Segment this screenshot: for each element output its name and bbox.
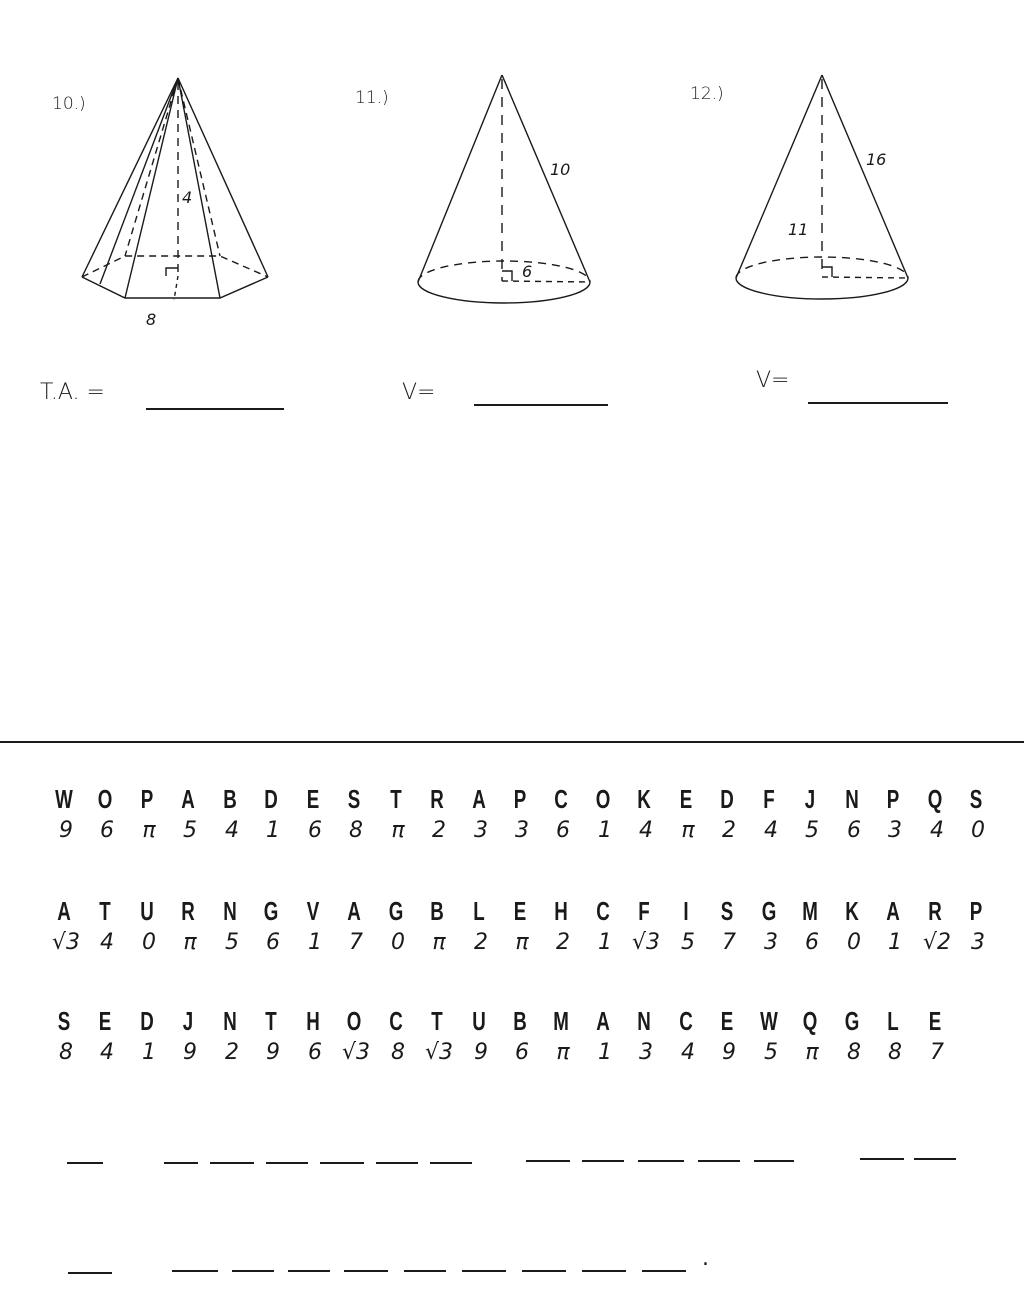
code-letter: P: [886, 784, 900, 814]
code-value: 3: [474, 818, 488, 843]
message-blank[interactable]: [462, 1270, 506, 1272]
code-letter: E: [679, 784, 693, 814]
code-letter: R: [181, 896, 195, 926]
code-value: 2: [474, 930, 488, 955]
code-letter: P: [969, 896, 983, 926]
code-value: 9: [266, 1040, 280, 1065]
code-letter: M: [802, 896, 818, 926]
answer-line-11[interactable]: [474, 404, 608, 406]
problem-12-number: 12.): [690, 84, 724, 104]
message-blank[interactable]: [67, 1162, 103, 1164]
code-value: 8: [59, 1040, 73, 1065]
code-letter: C: [389, 1006, 403, 1036]
code-value: 4: [681, 1040, 695, 1065]
code-letters: [50, 896, 990, 930]
message-blank[interactable]: [266, 1162, 308, 1164]
message-blank[interactable]: [526, 1160, 570, 1162]
code-value: 1: [598, 818, 612, 843]
code-letter: L: [473, 896, 485, 926]
code-value: 6: [556, 818, 570, 843]
code-value: 0: [142, 930, 156, 955]
code-letter: N: [223, 896, 237, 926]
message-blank[interactable]: [754, 1160, 794, 1162]
code-value: 6: [308, 1040, 322, 1065]
cone-12-height-label: 11: [788, 220, 809, 239]
code-value: 4: [100, 1040, 114, 1065]
code-letter: S: [347, 784, 361, 814]
code-value: 4: [225, 818, 239, 843]
code-value: 8: [888, 1040, 902, 1065]
code-letter: C: [596, 896, 610, 926]
message-blank[interactable]: [698, 1160, 740, 1162]
code-value: π: [391, 818, 405, 843]
code-value: π: [432, 930, 446, 955]
code-value: 6: [515, 1040, 529, 1065]
code-value: π: [556, 1040, 570, 1065]
cone-11-radius-label: 6: [522, 262, 533, 281]
code-value: 5: [225, 930, 239, 955]
code-value: 5: [805, 818, 819, 843]
code-letter: F: [763, 784, 775, 814]
code-letter: K: [637, 784, 651, 814]
code-value: 4: [639, 818, 653, 843]
code-value: 5: [183, 818, 197, 843]
message-blank[interactable]: [582, 1160, 624, 1162]
answer-label-12: V=: [756, 368, 790, 393]
code-letter: M: [553, 1006, 569, 1036]
code-value: 9: [183, 1040, 197, 1065]
code-letter: U: [472, 1006, 486, 1036]
code-value: √3: [51, 930, 80, 955]
code-values: [50, 930, 990, 964]
message-blank[interactable]: [860, 1158, 904, 1160]
message-blank[interactable]: [376, 1162, 418, 1164]
message-end-period: .: [702, 1246, 709, 1271]
code-letter: G: [844, 1006, 860, 1036]
code-value: 9: [59, 818, 73, 843]
code-value: 9: [474, 1040, 488, 1065]
code-letter: O: [97, 784, 113, 814]
code-letter: U: [140, 896, 154, 926]
code-letter: L: [887, 1006, 899, 1036]
code-value: 3: [515, 818, 529, 843]
code-value: 0: [391, 930, 405, 955]
code-letter: A: [347, 896, 361, 926]
code-value: 6: [100, 818, 114, 843]
code-key-row-1: [50, 784, 990, 852]
message-blank[interactable]: [172, 1270, 218, 1272]
code-value: 9: [722, 1040, 736, 1065]
code-value: 3: [764, 930, 778, 955]
message-blank[interactable]: [642, 1270, 686, 1272]
code-letter: N: [637, 1006, 651, 1036]
message-blank[interactable]: [210, 1162, 254, 1164]
code-letter: G: [761, 896, 777, 926]
message-blank[interactable]: [232, 1270, 274, 1272]
code-letter: T: [99, 896, 111, 926]
code-value: 1: [142, 1040, 156, 1065]
answer-label-11: V=: [402, 380, 436, 405]
message-blank[interactable]: [430, 1162, 472, 1164]
code-letter: Q: [802, 1006, 818, 1036]
code-letter: B: [430, 896, 444, 926]
code-letter: T: [390, 784, 402, 814]
code-value: 0: [847, 930, 861, 955]
message-blank[interactable]: [582, 1270, 626, 1272]
code-letter: N: [845, 784, 859, 814]
code-letter: A: [472, 784, 486, 814]
code-letter: E: [513, 896, 527, 926]
code-letter: E: [720, 1006, 734, 1036]
code-value: π: [142, 818, 156, 843]
code-value: 6: [847, 818, 861, 843]
code-letter: S: [720, 896, 734, 926]
message-blank[interactable]: [522, 1270, 566, 1272]
code-value: π: [183, 930, 197, 955]
code-letter: C: [554, 784, 568, 814]
code-value: √3: [424, 1040, 453, 1065]
code-letter: O: [346, 1006, 362, 1036]
code-letters: [50, 1006, 990, 1040]
code-letter: D: [264, 784, 278, 814]
message-blank[interactable]: [320, 1162, 364, 1164]
code-value: 2: [722, 818, 736, 843]
code-letter: I: [683, 896, 689, 926]
code-value: 4: [930, 818, 944, 843]
code-letter: E: [928, 1006, 942, 1036]
code-value: π: [805, 1040, 819, 1065]
code-letter: O: [595, 784, 611, 814]
code-letter: A: [181, 784, 195, 814]
code-value: √3: [341, 1040, 370, 1065]
code-letter: W: [55, 784, 73, 814]
cone-11-figure: [408, 65, 608, 315]
answer-line-12[interactable]: [808, 402, 948, 404]
answer-label-10: T.A. =: [40, 380, 105, 405]
code-key-row-3: [50, 1006, 990, 1074]
code-letter: H: [554, 896, 568, 926]
pyramid-figure: [70, 70, 290, 330]
code-value: 2: [556, 930, 570, 955]
code-value: 5: [681, 930, 695, 955]
message-blank[interactable]: [68, 1272, 112, 1274]
code-letter: P: [140, 784, 154, 814]
message-blank[interactable]: [164, 1162, 198, 1164]
code-value: 7: [722, 930, 736, 955]
problem-10-number: 10.): [52, 94, 86, 114]
code-letter: A: [596, 1006, 610, 1036]
code-value: 5: [764, 1040, 778, 1065]
page-divider: [0, 741, 1024, 743]
code-value: 1: [598, 930, 612, 955]
code-letter: S: [57, 1006, 71, 1036]
code-letter: E: [98, 1006, 112, 1036]
code-value: π: [681, 818, 695, 843]
code-values: [50, 818, 990, 852]
pyramid-height-label: 4: [182, 188, 193, 207]
code-value: 7: [930, 1040, 944, 1065]
code-letter: R: [430, 784, 444, 814]
code-value: 6: [805, 930, 819, 955]
message-blank[interactable]: [404, 1270, 446, 1272]
pyramid-side-label: 8: [146, 310, 157, 329]
code-letter: C: [679, 1006, 693, 1036]
message-blank[interactable]: [914, 1158, 956, 1160]
code-value: 2: [432, 818, 446, 843]
code-letter: B: [223, 784, 237, 814]
code-value: π: [515, 930, 529, 955]
code-letter: T: [431, 1006, 443, 1036]
code-value: 3: [639, 1040, 653, 1065]
code-letter: F: [638, 896, 650, 926]
code-letter: V: [306, 896, 320, 926]
answer-line-10[interactable]: [146, 408, 284, 410]
code-letter: P: [513, 784, 527, 814]
code-letter: A: [886, 896, 900, 926]
message-blank[interactable]: [288, 1270, 330, 1272]
code-value: √2: [922, 930, 951, 955]
code-letter: D: [720, 784, 734, 814]
code-letter: G: [388, 896, 404, 926]
code-letter: J: [182, 1006, 194, 1036]
code-letter: J: [804, 784, 816, 814]
code-letter: B: [513, 1006, 527, 1036]
code-letter: K: [845, 896, 859, 926]
code-value: 3: [971, 930, 985, 955]
code-letter: R: [928, 896, 942, 926]
code-letter: G: [263, 896, 279, 926]
code-value: 0: [971, 818, 985, 843]
code-letter: S: [969, 784, 983, 814]
code-values: [50, 1040, 990, 1074]
message-blank[interactable]: [638, 1160, 684, 1162]
code-value: 1: [888, 930, 902, 955]
code-value: 1: [598, 1040, 612, 1065]
code-letter: N: [223, 1006, 237, 1036]
code-letter: H: [306, 1006, 320, 1036]
code-key-row-2: [50, 896, 990, 964]
cone-12-figure: [728, 65, 928, 305]
code-value: 4: [100, 930, 114, 955]
code-letter: W: [760, 1006, 778, 1036]
code-letter: D: [140, 1006, 154, 1036]
code-letter: T: [265, 1006, 277, 1036]
code-value: √3: [631, 930, 660, 955]
code-value: 6: [308, 818, 322, 843]
code-value: 4: [764, 818, 778, 843]
code-value: 8: [391, 1040, 405, 1065]
message-blank[interactable]: [344, 1270, 388, 1272]
code-value: 8: [349, 818, 363, 843]
code-value: 7: [349, 930, 363, 955]
code-value: 6: [266, 930, 280, 955]
cone-12-slant-label: 16: [866, 150, 887, 169]
code-letter: Q: [927, 784, 943, 814]
code-value: 1: [308, 930, 322, 955]
problem-11-number: 11.): [355, 88, 389, 108]
code-value: 3: [888, 818, 902, 843]
code-value: 1: [266, 818, 280, 843]
code-value: 2: [225, 1040, 239, 1065]
code-letter: E: [306, 784, 320, 814]
code-value: 8: [847, 1040, 861, 1065]
code-letters: [50, 784, 990, 818]
cone-11-slant-label: 10: [550, 160, 571, 179]
code-letter: A: [57, 896, 71, 926]
